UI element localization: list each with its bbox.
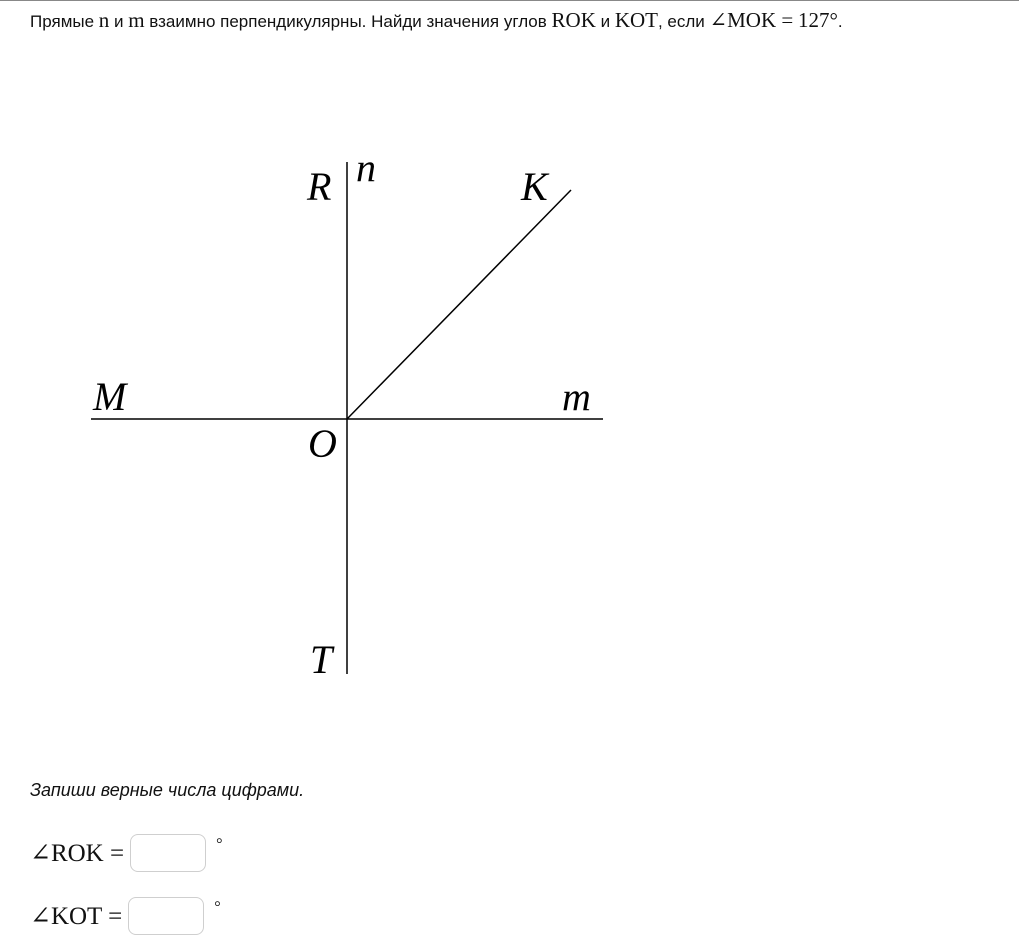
angle-rok-symbol: ROK	[551, 8, 596, 32]
task-text: , если	[657, 12, 710, 31]
label-m-point: M	[93, 374, 127, 419]
task-text: взаимно перпендикулярны. Найди значения углов	[144, 12, 552, 31]
label-o: O	[308, 421, 337, 466]
answer-label-rok: ∠ROK =	[30, 840, 125, 867]
angle-kot-symbol: KOT	[614, 8, 658, 32]
instructions-text: Запиши верные числа цифрами.	[30, 780, 305, 800]
label-m-line: m	[562, 374, 591, 419]
label-t: T	[310, 637, 333, 682]
label-k: K	[521, 164, 548, 209]
label-n: n	[356, 145, 376, 190]
answer-row-rok	[30, 834, 223, 872]
task-text: и	[109, 12, 129, 31]
given-angle-label: ∠MOK =	[709, 8, 794, 32]
answer-label-kot: ∠KOT =	[30, 903, 123, 930]
ray-ok	[347, 190, 571, 419]
degree-unit: °	[214, 899, 221, 916]
task-text: и	[595, 12, 615, 31]
label-r: R	[307, 164, 332, 209]
task-text: .	[837, 12, 843, 31]
answer-input-kot[interactable]	[128, 897, 204, 935]
answer-input-rok[interactable]	[130, 834, 206, 872]
degree-unit: °	[216, 836, 223, 853]
given-angle-value: 127°	[797, 8, 838, 32]
line-n-symbol: n	[98, 8, 110, 32]
line-m-symbol: m	[128, 8, 145, 32]
task-text: Прямые	[30, 12, 99, 31]
answer-row-kot	[30, 897, 221, 935]
